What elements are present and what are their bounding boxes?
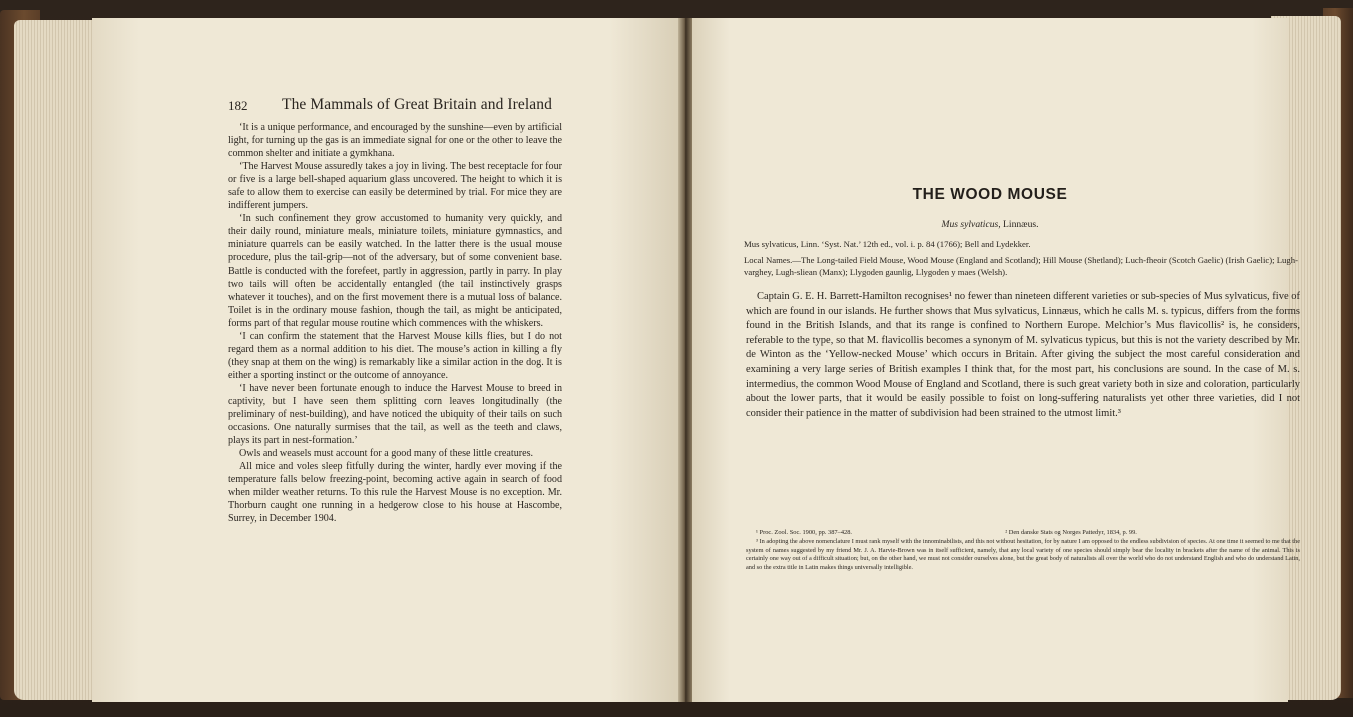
- paragraph: ‘The Harvest Mouse assuredly takes a joy in living. The best receptacle for four or five is a large bell-shaped aquarium glass uncovered. The height to which it is safe to allow them to exercise can easily be determined by trial. For mice they are indifferent jumpers.: [228, 161, 562, 212]
- species-heading: [870, 219, 1110, 230]
- right-page-body: [746, 290, 1300, 421]
- left-page-header: [228, 98, 558, 120]
- species-name: Mus sylvaticus,: [941, 219, 1001, 230]
- species-authority: Linnæus.: [1003, 219, 1039, 230]
- paragraph: ‘I can confirm the statement that the Harvest Mouse kills flies, but I do not regard them as a normal addition to his diet. The mouse’s action in killing a fly (they snap at them on the wing) is remarkably like a similar action in the dog. It is either a sporting instinct or the outcome of annoyance.: [228, 330, 562, 381]
- paragraph: Captain G. E. H. Barrett-Hamilton recognises¹ no fewer than nineteen different varieties or sub-species of Mus sylvaticus, five of which are found in our islands. He further shows that Mus sylvaticus, Linnæus, which he calls M. s. typicus, differs from the forms found in the British Islands, and that its range is confined to Northern Europe. Melchior’s Mus flavicollis² is, he considers, referable to the type, so that M. flavicollis becomes a synonym of M. sylvaticus typicus, but this is not the variety described by Mr. de Winton as the ‘Yellow-necked Mouse’ which occurs in Britain. After giving the subject the most careful consideration and examining a very large series of British examples I think that, for the most part, his conclusions are sound. In the case of M. s. intermedius, the common Wood Mouse of England and Scotland, there is such great variety both in size and coloration, particularly about the lower parts, that it would be easily possible to foist on long-suffering naturalists yet other three varieties, did I not consider their patience in the matter of subdivision had been strained to the utmost limit.³: [746, 291, 1300, 419]
- synonymy-line: Mus sylvaticus, Linn. ‘Syst. Nat.’ 12th ed., vol. i. p. 84 (1766); Bell and Lydekker.: [744, 239, 1031, 249]
- paragraph: ‘In such confinement they grow accustomed to humanity very quickly, and their daily round, miniature meals, miniature toilets, miniature gymnastics, and miniature quarrels can be easily watched. In the latter there is the usual mouse procedure, plus the tail-grip—not of the adversary, but of some convenient base. Battle is conducted with the forefeet, partly in aggression, partly in parry. In play two tails will often be accidentally entangled (the tail instinctively grasps whatever it touches), and on the first movement there is a mutual loss of balance. Toilet is in the ordinary mouse fashion, though the tail, as might be anticipated, forms part of that regular mouse routine which commences with the whiskers.: [228, 213, 562, 329]
- local-names: Local Names.—The Long-tailed Field Mouse, Wood Mouse (England and Scotland); Hill Mouse (Shetland); Luch-fheoir (Scotch Gaelic) (Irish Gaelic); Lugh-varghey, Lugh-sliean (Manx); Llygoden gaunlig, Llygoden y maes (Welsh).: [744, 255, 1298, 277]
- paragraph: ‘It is a unique performance, and encouraged by the sunshine—even by artificial light, for turning up the gas is an immediate signal for one or the other to leave the common shelter and initiate a gymkhana.: [228, 122, 562, 160]
- running-title: The Mammals of Great Britain and Ireland: [282, 96, 552, 113]
- paragraph: Owls and weasels must account for a good many of these little creatures.: [239, 448, 534, 460]
- page-number: 182: [228, 98, 248, 113]
- paragraph: ‘I have never been fortunate enough to induce the Harvest Mouse to breed in captivity, but I have seen them splitting corn leaves longitudinally (the preliminary of nest-building), and have noticed the ubiquity of their tails on such occasions. One naturally surmises that the tail, as well as the teeth and claws, plays its part in nest-formation.’: [228, 382, 562, 447]
- paragraph: All mice and voles sleep fitfully during the winter, hardly ever moving if the temperature falls below freezing-point, becoming active again in search of food when milder weather returns. To this rule the Harvest Mouse is no exception. Mr. Thorburn caught one running in a hedgerow close to his house at Hascombe, Surrey, in December 1904.: [228, 461, 562, 525]
- page-edges-left: [14, 20, 100, 700]
- footnote-row: [756, 529, 1296, 536]
- chapter-title: THE WOOD MOUSE: [912, 186, 1068, 203]
- footnote-2: ² Den danske Stats og Norges Pattedyr, 1834, p. 99.: [1005, 529, 1137, 536]
- left-page-body: [228, 121, 562, 525]
- footnote-1: ¹ Proc. Zool. Soc. 1900, pp. 387–428.: [756, 529, 852, 536]
- footnote-3: ³ In adopting the above nomenclature I must rank myself with the innominabilists, and this not without hesitation, for by nature I am opposed to the endless subdivision of species. At one time it seemed to me that the system of names suggested by my friend Mr. J. A. Harvie-Brown was in itself sufficient, namely, that any local variety of one species should simply bear the locality in brackets after the name of the animal. This is certainly one way out of a difficult situation; but, on the other hand, we must not consider ourselves alone, but the great body of naturalists all over the world who do not understand English and who do understand Latin, and so the extra title in Latin makes things universally intelligible.: [746, 538, 1300, 571]
- book-gutter: [678, 18, 692, 702]
